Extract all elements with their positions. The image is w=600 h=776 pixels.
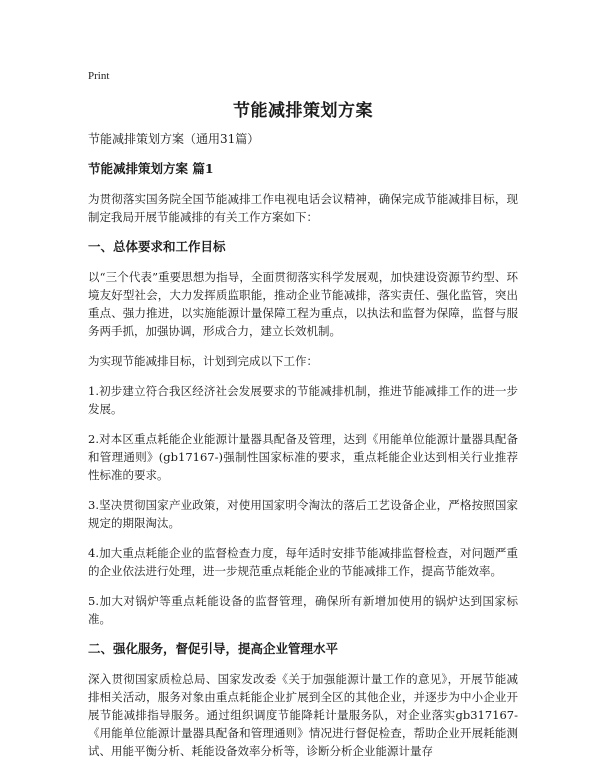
print-link[interactable]: Print <box>88 70 110 82</box>
section-heading-2: 二、强化服务，督促引导，提高企业管理水平 <box>88 641 339 656</box>
intro-paragraph: 为贯彻落实国务院全国节能减排工作电视电话会议精神，确保完成节能减排目标，现制定我局开展节能减排的有关工作方案如下： <box>88 192 518 224</box>
goals-intro-paragraph: 为实现节能减排目标，计划到完成以下工作： <box>88 354 318 368</box>
goal-item-2: 2.对本区重点耗能企业能源计量器具配备及管理，达到《用能单位能源计量器具配备和管理通则》(gb17167-)强制性国家标准的要求，重点耗能企业达到相关行业推荐性标准的要求。 <box>88 432 518 482</box>
document-subtitle: 节能减排策划方案（通用31篇） <box>88 132 260 146</box>
section-2-paragraph: 深入贯彻国家质检总局、国家发改委《关于加强能源计量工作的意见》，开展节能减排相关活动，服务对象由重点耗能企业扩展到全区的其他企业，并逐步为中小企业开展节能减排指导服务。通过组织调度节能降耗计量服务队，对企业落实gb317167-《用能单位能源计量器具配备和管理通则》情况进行督促检查，帮助企业开展耗能测试、用能平衡分析、耗能设备效率分析等，诊断分析企业能源计量存 <box>88 672 518 758</box>
goal-item-3: 3.坚决贯彻国家产业政策，对使用国家明令淘汰的落后工艺设备企业，严格按照国家规定的期限淘汰。 <box>88 498 518 530</box>
document-title: 节能减排策划方案 <box>233 101 373 121</box>
article-heading: 节能减排策划方案 篇1 <box>88 161 214 176</box>
goal-item-5: 5.加大对锅炉等重点耗能设备的监督管理，确保所有新增加使用的锅炉达到国家标准。 <box>88 594 518 626</box>
section-1-paragraph: 以“三个代表”重要思想为指导，全面贯彻落实科学发展观，加快建设资源节约型、环境友好型社会，大力发挥质监职能，推动企业节能减排，落实责任、强化监管，突出重点、强力推进，以实施能源计量保障工程为重点，以执法和监督为保障，监督与服务两手抓，加强协调，形成合力，建立长效机制。 <box>88 270 518 338</box>
document-body <box>88 130 518 772</box>
goal-item-4: 4.加大重点耗能企业的监督检查力度，每年适时安排节能减排监督检查，对问题严重的企业依法进行处理，进一步规范重点耗能企业的节能减排工作，提高节能效率。 <box>88 546 518 578</box>
section-heading-1: 一、总体要求和工作目标 <box>88 239 226 254</box>
goal-item-1: 1.初步建立符合我区经济社会发展要求的节能减排机制，推进节能减排工作的进一步发展。 <box>88 384 518 416</box>
